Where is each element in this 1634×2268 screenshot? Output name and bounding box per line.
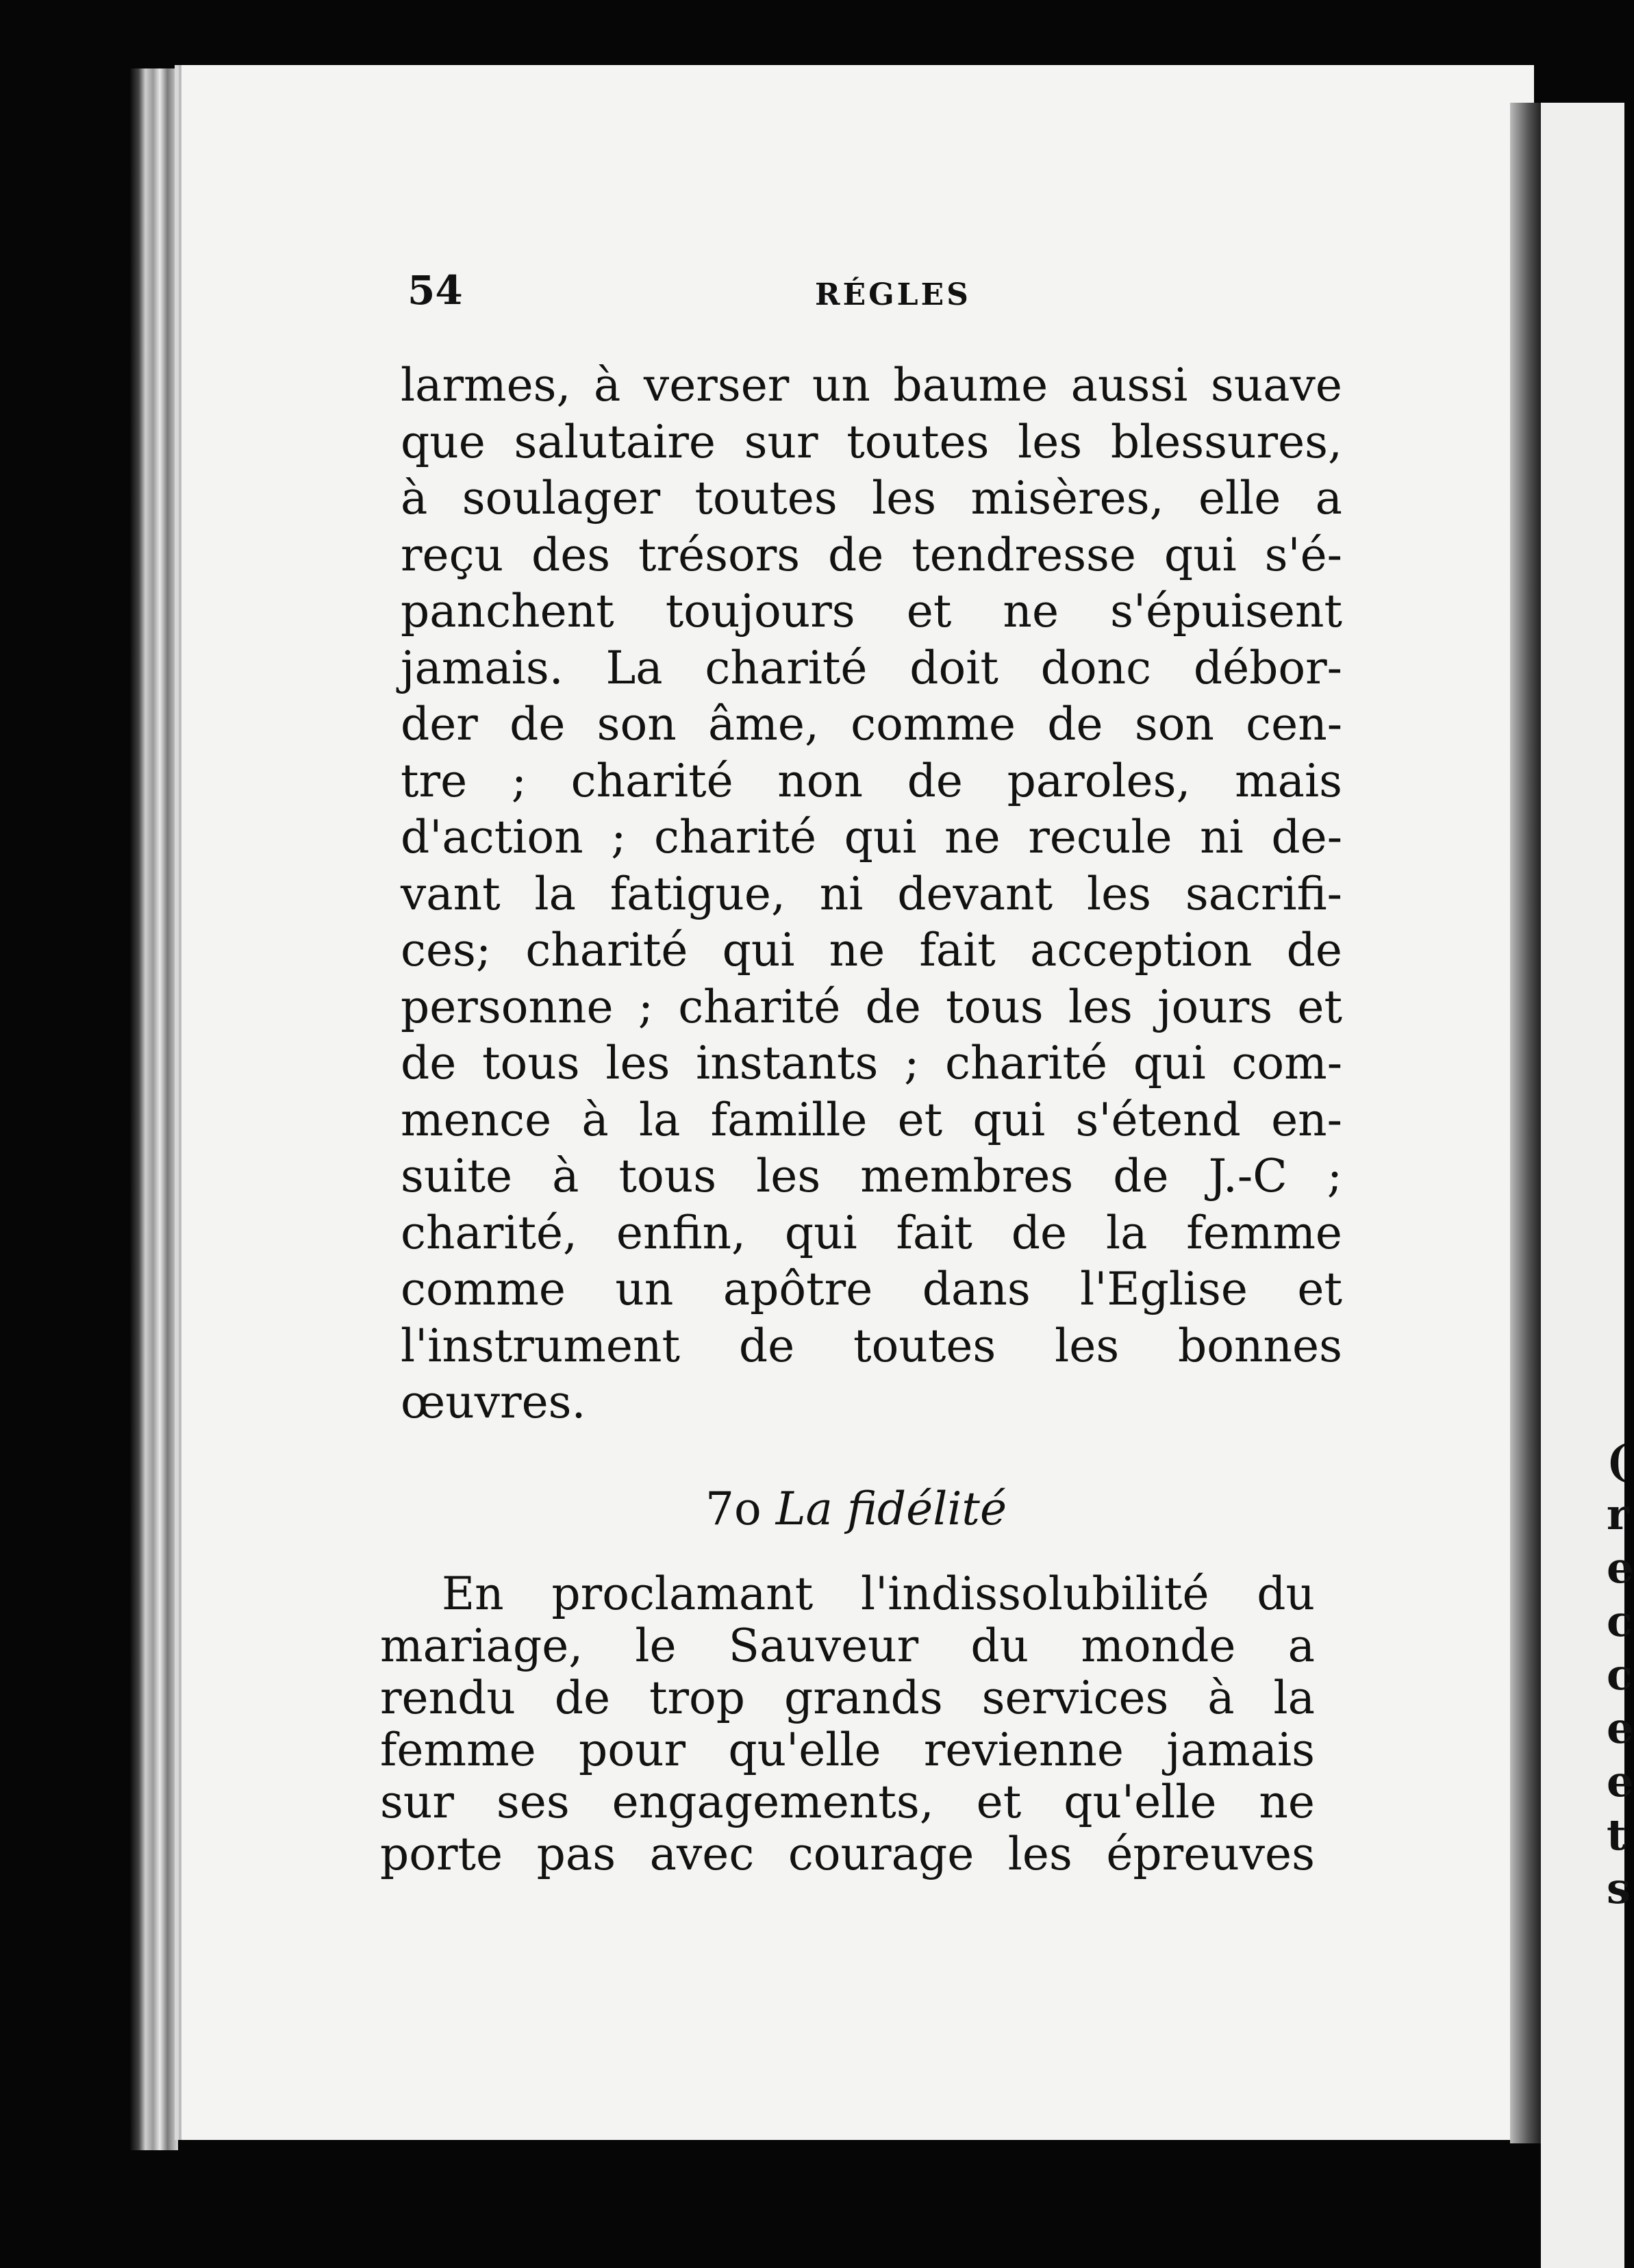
section-number: 7o: [705, 1483, 762, 1535]
next-page-letter: s: [1607, 1863, 1631, 1913]
gutter-shadow: [1510, 103, 1541, 2143]
next-page-letter: c: [1607, 1596, 1633, 1646]
text-line: der de son âme, comme de son cen-: [401, 698, 1342, 751]
text-line: charité, enfin, qui fait de la femme: [401, 1206, 1342, 1259]
text-line: ces; charité qui ne fait acception de: [401, 924, 1342, 977]
text-line: à soulager toutes les misères, elle a: [401, 472, 1342, 525]
body-text: [401, 357, 1342, 1431]
text-line: vant la fatigue, ni devant les sacrifi-: [401, 867, 1342, 920]
next-page-letter: c: [1607, 1650, 1633, 1700]
text-line: femme pour qu'elle revienne jamais: [380, 1724, 1315, 1776]
text-line: œuvres.: [401, 1376, 586, 1428]
text-line: suite à tous les membres de J.-C ;: [401, 1150, 1342, 1202]
text-line: sur ses engagements, et qu'elle ne: [380, 1776, 1315, 1828]
next-page-letter: e: [1607, 1703, 1634, 1753]
right-page-edge: [1541, 103, 1624, 2268]
text-line: panchent toujours et ne s'épuisent: [401, 585, 1342, 638]
next-page-letter: (: [1607, 1436, 1627, 1486]
text-line: tre ; charité non de paroles, mais: [401, 754, 1342, 807]
text-line: de tous les instants ; charité qui com-: [401, 1037, 1342, 1089]
page-number: 54: [407, 267, 463, 314]
next-page-letter: t: [1607, 1810, 1626, 1860]
section-heading: [705, 1483, 1007, 1535]
text-line: En proclamant l'indissolubilité du: [442, 1567, 1315, 1620]
text-line: que salutaire sur toutes les blessures,: [401, 415, 1342, 468]
text-line: rendu de trop grands services à la: [380, 1672, 1315, 1724]
next-page-letter: r: [1607, 1489, 1629, 1539]
text-line: porte pas avec courage les épreuves: [380, 1828, 1315, 1880]
text-line: d'action ; charité qui ne recule ni de-: [401, 811, 1342, 864]
text-line: mence à la famille et qui s'étend en-: [401, 1093, 1342, 1146]
text-line: personne ; charité de tous les jours et: [401, 980, 1342, 1033]
running-title: RÉGLES: [815, 277, 971, 312]
next-page-letter: e: [1607, 1543, 1634, 1593]
text-line: larmes, à verser un baume aussi suave: [401, 359, 1342, 412]
section-title: La fidélité: [775, 1483, 1007, 1535]
text-line: comme un apôtre dans l'Eglise et: [401, 1263, 1342, 1315]
text-line: jamais. La charité doit donc débor-: [401, 641, 1342, 694]
text-line: l'instrument de toutes les bonnes: [401, 1319, 1342, 1372]
text-line: mariage, le Sauveur du monde a: [380, 1620, 1315, 1672]
next-page-letters: [1607, 1435, 1634, 1915]
book-edge: [130, 68, 178, 2150]
next-page-letter: e: [1607, 1756, 1634, 1806]
text-line: reçu des trésors de tendresse qui s'é-: [401, 528, 1342, 581]
section-body-text: [380, 1568, 1315, 1880]
running-head: [407, 233, 1517, 314]
